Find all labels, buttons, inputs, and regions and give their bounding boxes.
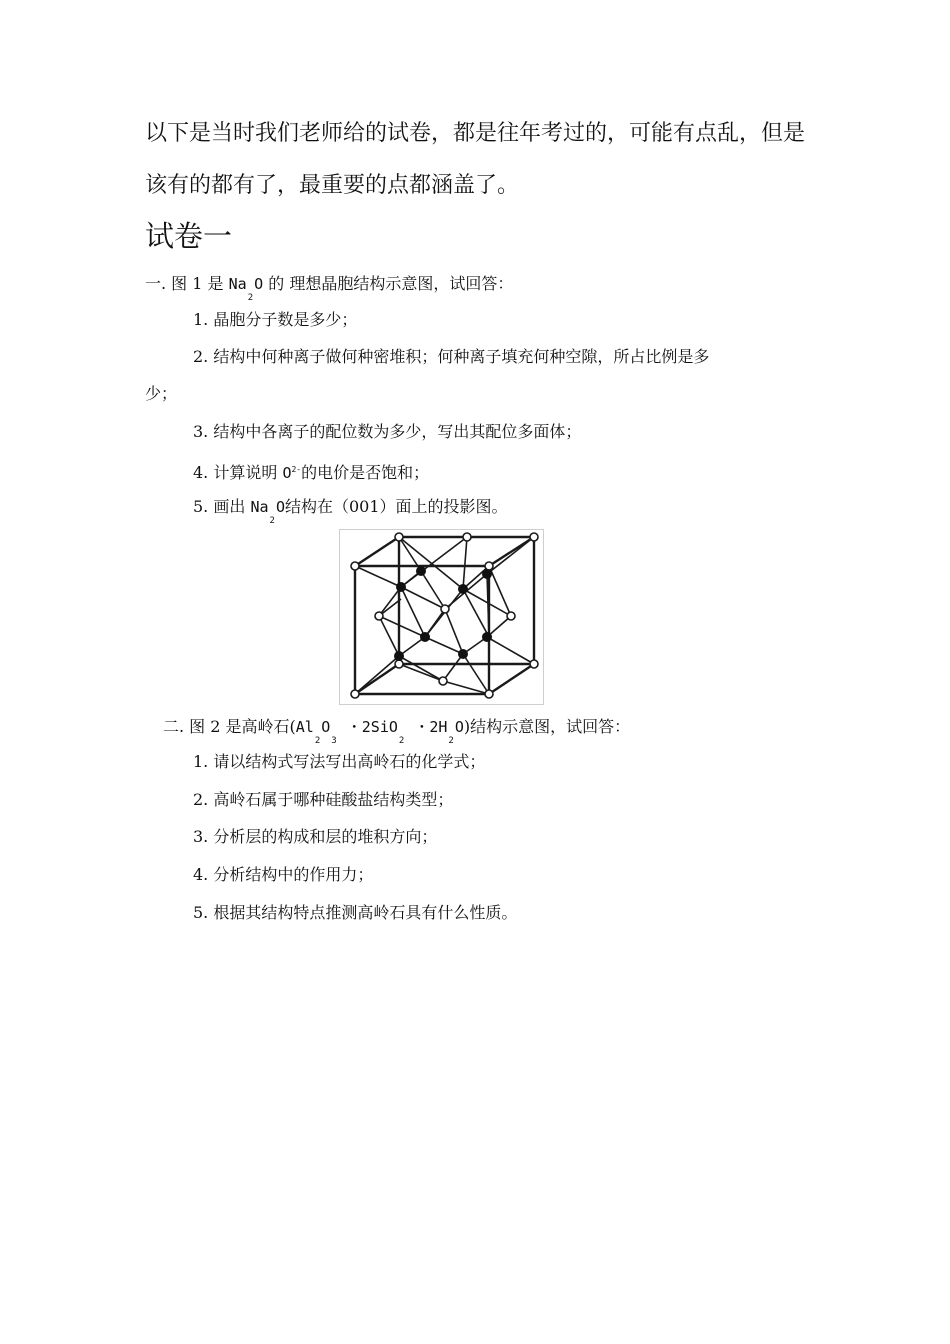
intro-line-2: 该有的都有了，最重要的点都涵盖了。 (145, 173, 520, 198)
oxygen-ion: $O^{2-}$ (282, 464, 302, 482)
q2-item-2: 2. 高岭石属于哪种硅酸盐结构类型； (193, 790, 454, 809)
kaolinite-formula: $Al_2O_3$ ・2SiO$_2$ ・$2H_2O$ (295, 718, 464, 746)
q1-suffix: 的 理想晶胞结构示意图，试回答： (268, 274, 514, 293)
q2-item-1: 1. 请以结构式写法写出高岭石的化学式； (193, 752, 486, 771)
question-2-heading: 二. 图 2 是高岭石($Al_2O_3$ ・2SiO$_2$ ・$2H_2O$)结构示意图，试回答： (163, 717, 631, 746)
q2-item-4: 4. 分析结构中的作用力； (193, 865, 374, 884)
q1-item-1: 1. 晶胞分子数是多少； (193, 310, 358, 329)
q1-item-3: 3. 结构中各离子的配位数为多少，写出其配位多面体； (193, 422, 582, 441)
q1-item-5: 5. 画出 $Na_2O$结构在（001）面上的投影图。 (193, 497, 508, 526)
q1-item-2: 2. 结构中何种离子做何种密堆积；何种离子填充何种空隙，所占比例是多 (193, 347, 710, 366)
q2-item-3: 3. 分析层的构成和层的堆积方向； (193, 827, 438, 846)
exam-title: 试卷一 (145, 219, 233, 253)
q2-item-5: 5. 根据其结构特点推测高岭石具有什么性质。 (193, 903, 518, 922)
crystal-structure-figure (339, 529, 544, 705)
q1-item-2-cont: 少； (145, 384, 178, 403)
na2o-formula: $Na_2O$ (228, 275, 264, 303)
question-1-heading (145, 273, 514, 303)
q1-prefix: 一. 图 1 是 (145, 274, 224, 293)
na2o-formula: $Na_2O$ (250, 498, 285, 526)
intro-line-1: 以下是当时我们老师给的试卷，都是往年考过的，可能有点乱，但是 (145, 121, 806, 146)
q1-item-4: 4. 计算说明 $O^{2-}$的电价是否饱和； (193, 463, 430, 482)
